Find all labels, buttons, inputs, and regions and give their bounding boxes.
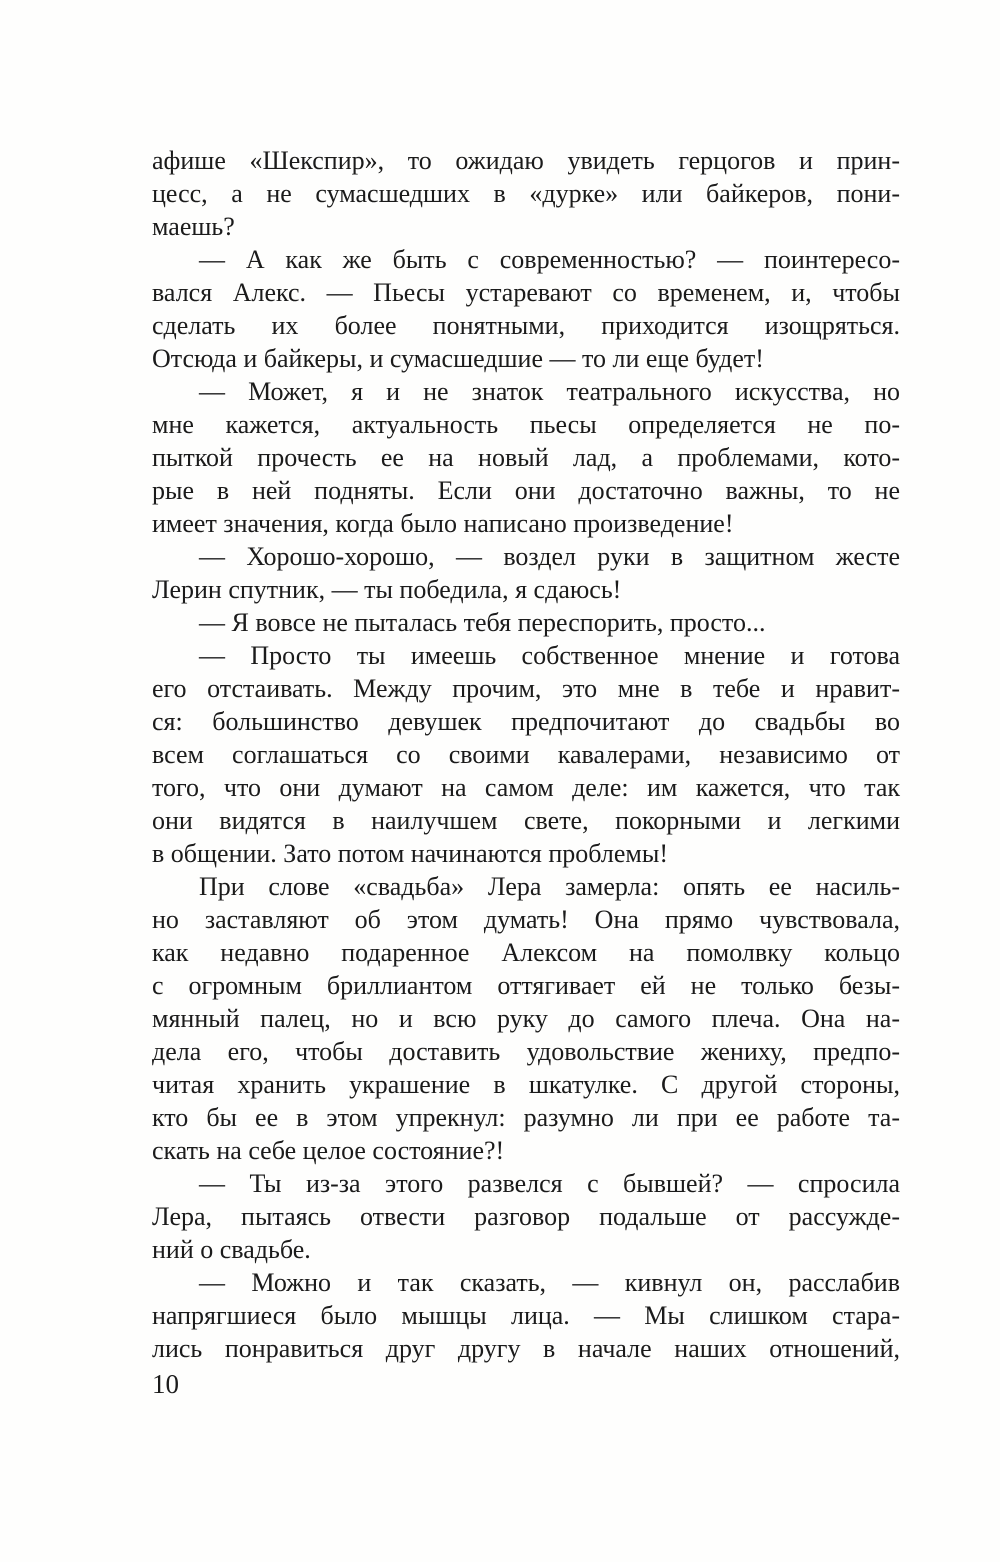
text-line: маешь? [152, 212, 235, 241]
text-line: — Ты из-за этого развелся с бывшей? — спросила [199, 1169, 900, 1198]
text-line: цесс, а не сумасшедших в «дурке» или байкеров, пони- [152, 179, 900, 208]
text-line: всем соглашаться со своими кавалерами, независимо от [152, 740, 900, 769]
text-line: — Хорошо-хорошо, — воздел руки в защитном жесте [199, 542, 900, 571]
text-line: скать на себе целое состояние?! [152, 1136, 505, 1165]
text-line: ся: большинство девушек предпочитают до свадьбы во [152, 707, 900, 736]
paragraph [152, 1167, 900, 1266]
text-line: мянный палец, но и всю руку до самого плеча. Она на- [152, 1004, 900, 1033]
text-line: напрягшиеся было мышцы лица. — Мы слишком стара- [152, 1301, 900, 1330]
paragraph [152, 606, 900, 639]
text-line: мне кажется, актуальность пьесы определяется не по- [152, 410, 900, 439]
text-line: Лера, пытаясь отвести разговор подальше от рассужде- [152, 1202, 900, 1231]
text-line: Отсюда и байкеры, и сумасшедшие — то ли еще будет! [152, 344, 764, 373]
text-line: его отстаивать. Между прочим, это мне в тебе и нравит- [152, 674, 900, 703]
text-line: ний о свадьбе. [152, 1235, 311, 1264]
text-line: как недавно подаренное Алексом на помолвку кольцо [152, 938, 900, 967]
text-line: но заставляют об этом думать! Она прямо чувствовала, [152, 905, 900, 934]
paragraph [152, 540, 900, 606]
paragraph [152, 375, 900, 540]
text-line: того, что они думают на самом деле: им кажется, что так [152, 773, 900, 802]
paragraph [152, 243, 900, 375]
text-line: они видятся в наилучшем свете, покорными и легкими [152, 806, 900, 835]
paragraph [152, 144, 900, 243]
text-line: — А как же быть с современностью? — поинтересо- [199, 245, 900, 274]
text-line: — Просто ты имеешь собственное мнение и готова [199, 641, 900, 670]
text-line: имеет значения, когда было написано произведение! [152, 509, 734, 538]
text-line: афише «Шекспир», то ожидаю увидеть герцогов и прин- [152, 146, 900, 175]
text-line: — Можно и так сказать, — кивнул он, расслабив [199, 1268, 900, 1297]
text-line: дела его, чтобы доставить удовольствие жениху, предпо- [152, 1037, 900, 1066]
text-line: читая хранить украшение в шкатулке. С другой стороны, [152, 1070, 900, 1099]
text-line: с огромным бриллиантом оттягивает ей не только безы- [152, 971, 900, 1000]
text-line: пыткой прочесть ее на новый лад, а проблемами, кото- [152, 443, 900, 472]
page-number: 10 [152, 1369, 179, 1399]
text-line: лись понравиться друг другу в начале наших отношений, [152, 1334, 900, 1363]
paragraph [152, 1266, 900, 1365]
text-line: сделать их более понятными, приходится изощряться. [152, 311, 900, 340]
paragraph [152, 639, 900, 870]
text-line: рые в ней подняты. Если они достаточно важны, то не [152, 476, 900, 505]
text-line: кто бы ее в этом упрекнул: разумно ли при ее работе та- [152, 1103, 900, 1132]
text-line: в общении. Зато потом начинаются проблемы! [152, 839, 668, 868]
text-line: При слове «свадьба» Лера замерла: опять ее насиль- [199, 872, 900, 901]
text-line: — Может, я и не знаток театрального искусства, но [199, 377, 900, 406]
paragraph [152, 870, 900, 1167]
text-line: вался Алекс. — Пьесы устаревают со временем, и, чтобы [152, 278, 900, 307]
text-line: Лерин спутник, — ты победила, я сдаюсь! [152, 575, 622, 604]
text-line: — Я вовсе не пыталась тебя переспорить, просто... [199, 608, 766, 637]
text-block [152, 144, 900, 1365]
